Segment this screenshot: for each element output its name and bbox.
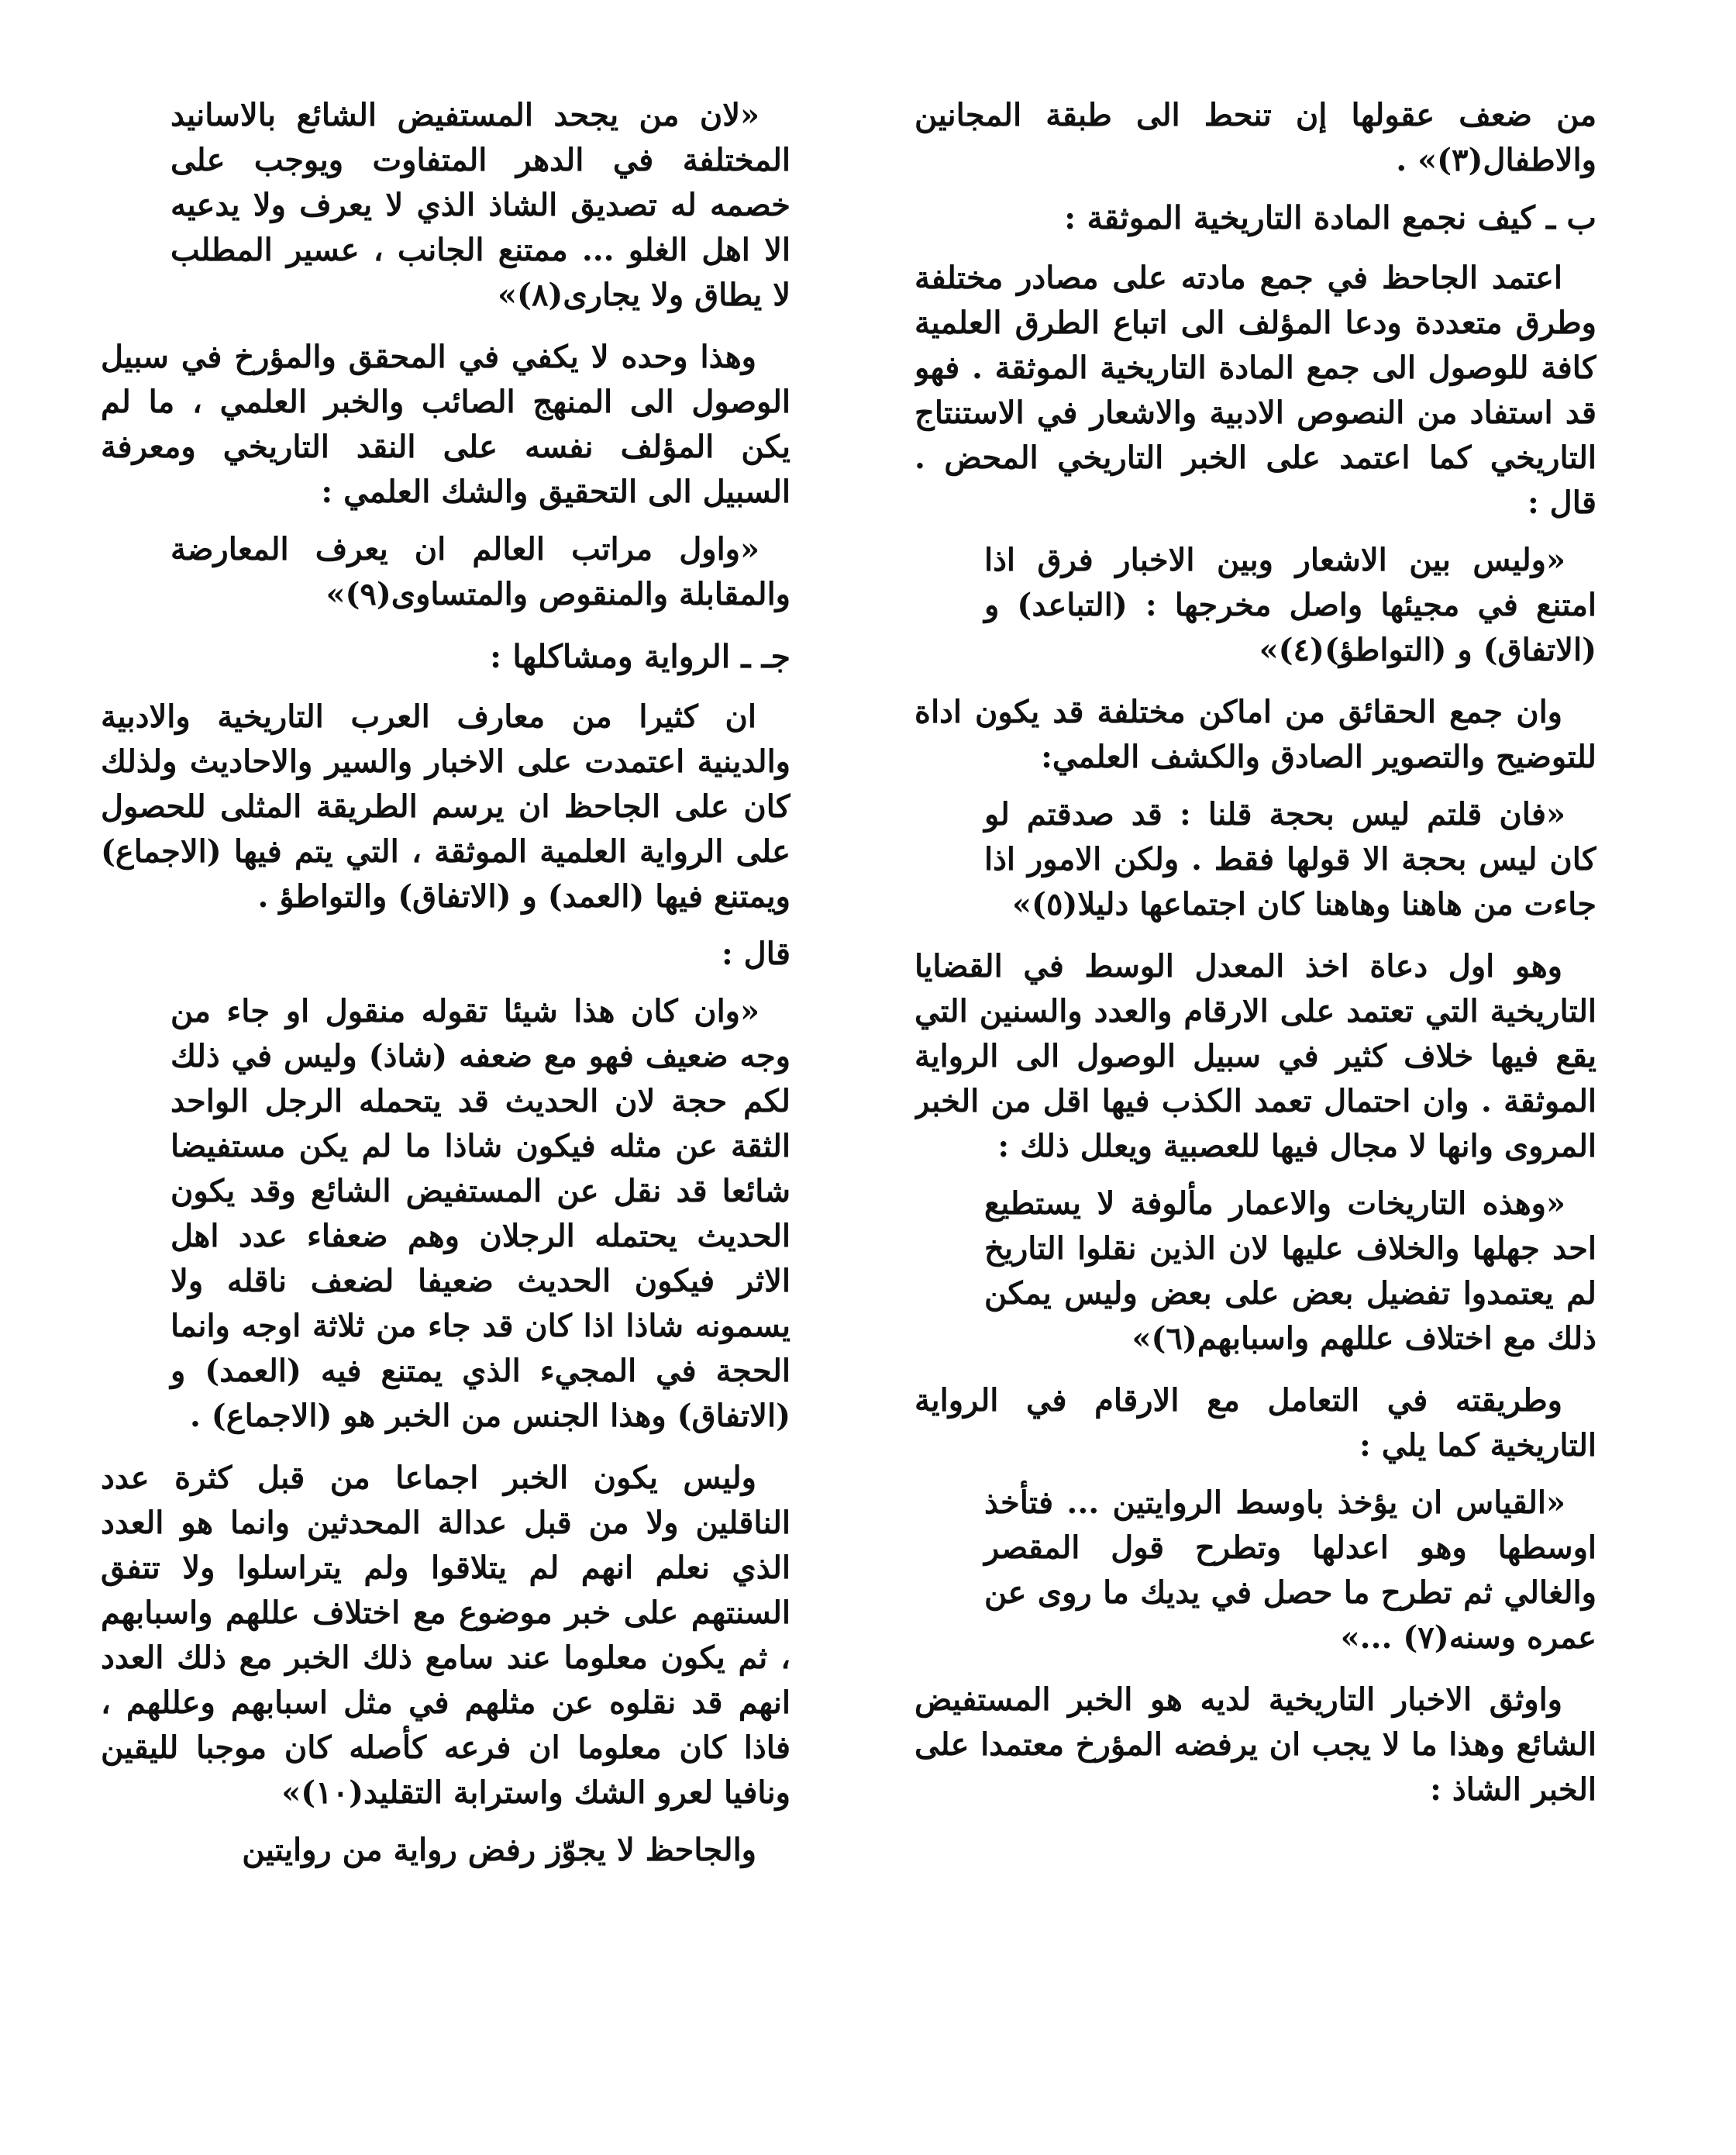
- paragraph: ان كثيرا من معارف العرب التاريخية والادبية والدينية اعتمدت على الاخبار والسير والاحاديث ولذلك كان على الجاحظ ان يرسم الطريقة المثلى للحصول على الرواية العلمية الموثقة ، التي يتم فيها (الاجماع) ويمتنع فيها (العمد) و (الاتفاق) والتواطؤ .: [101, 698, 790, 915]
- paragraph: واوثق الاخبار التاريخية لديه هو الخبر المستفيض الشائع وهذا ما لا يجب ان يرفضه المؤرخ معتمدا على الخبر الشاذ :: [914, 1681, 1596, 1808]
- paragraph: اعتمد الجاحظ في جمع مادته على مصادر مختلفة وطرق متعددة ودعا المؤلف الى اتباع الطرق العلمية كافة للوصول الى جمع المادة التاريخية الموثقة . فهو قد استفاد من النصوص الادبية والاشعار في الاستنتاج التاريخي كما اعتمد على الخبر التاريخي المحض . قال :: [914, 260, 1596, 521]
- paragraph: وهذا وحده لا يكفي في المحقق والمؤرخ في سبيل الوصول الى المنهج الصائب والخبر العلمي ، ما لم يكن المؤلف نفسه على النقد التاريخي ومعرفة السبيل الى التحقيق والشك العلمي :: [101, 339, 790, 510]
- quotation-block: «وهذه التاريخات والاعمار مألوفة لا يستطيع احد جهلها والخلاف عليها لان الذين نقلوا التاريخ لم يعتمدوا تفضيل بعض على بعض وليس يمكن ذلك مع اختلاف عللهم واسبابهم(٦)»: [984, 1185, 1596, 1357]
- quotation-block: «فان قلتم ليس بحجة قلنا : قد صدقتم لو كان ليس بحجة الا قولها فقط . ولكن الامور اذا جاءت من هاهنا وهاهنا كان اجتماعها دليلا(٥)»: [984, 796, 1596, 922]
- left-text-column: [101, 93, 790, 2132]
- quotation-block: «لان من يجحد المستفيض الشائع بالاسانيد المختلفة في الدهر المتفاوت ويوجب على خصمه له تصديق الشاذ الذي لا يعرف ولا يدعيه الا اهل الغلو ... ممتنع الجانب ، عسير المطلب لا يطاق ولا يجارى(٨)»: [170, 97, 790, 313]
- quotation-block: «القياس ان يؤخذ باوسط الروايتين ... فتأخذ اوسطها وهو اعدلها وتطرح قول المقصر والغالي ثم تطرح ما حصل في يديك ما روى عن عمره وسنه(٧) ...»: [984, 1484, 1596, 1656]
- quotation-block: «وليس بين الاشعار وبين الاخبار فرق اذا امتنع في مجيئها واصل مخرجها : (التباعد) و (الاتفاق) و (التواطؤ)(٤)»: [984, 542, 1596, 668]
- quotation-block: «وان كان هذا شيئا تقوله منقول او جاء من وجه ضعيف فهو مع ضعفه (شاذ) وليس في ذلك لكم حجة لان الحديث قد يتحمله الرجل الواحد الثقة عن مثله فيكون شاذا ما لم يكن مستفيضا شائعا قد نقل عن المستفيض الشائع وقد يكون الحديث يحتمله الرجلان وهم ضعفاء عدد اهل الاثر فيكون الحديث ضعيفا لضعف ناقله ولا يسمونه شاذا اذا كان قد جاء من ثلاثة اوجه وانما الحجة في المجيء الذي يمتنع فيه (العمد) و (الاتفاق) وهذا الجنس من الخبر هو (الاجماع) .: [170, 993, 790, 1434]
- section-heading-b: ب ـ كيف نجمع المادة التاريخية الموثقة :: [1064, 199, 1596, 236]
- paragraph: وليس يكون الخبر اجماعا من قبل كثرة عدد الناقلين ولا من قبل عدالة المحدثين وانما هو العدد الذي نعلم انهم لم يتلاقوا ولم يتراسلوا ولا تتفق السنتهم على خبر موضوع مع اختلاف عللهم واسبابهم ، ثم يكون معلوما عند سامع ذلك الخبر مع ذلك العدد انهم قد نقلوه عن مثلهم في مثل اسبابهم وعللهم ، فاذا كان معلوما ان فرعه كأصله كان موجبا لليقين ونافيا لعرو الشك واسترابة التقليد(١٠)»: [101, 1460, 790, 1811]
- section-heading-c: جـ ـ الرواية ومشاكلها :: [490, 638, 790, 675]
- paragraph: والجاحظ لا يجوّز رفض رواية من روايتين: [242, 1832, 756, 1868]
- paragraph: وطريقته في التعامل مع الارقام في الرواية التاريخية كما يلي :: [914, 1382, 1596, 1464]
- quotation-block: «واول مراتب العالم ان يعرف المعارضة والمقابلة والمنقوص والمتساوى(٩)»: [170, 531, 790, 612]
- quote-intro: قال :: [721, 936, 790, 972]
- paragraph: وان جمع الحقائق من اماكن مختلفة قد يكون اداة للتوضيح والتصوير الصادق والكشف العلمي:: [914, 694, 1596, 775]
- paragraph: وهو اول دعاة اخذ المعدل الوسط في القضايا التاريخية التي تعتمد على الارقام والعدد والسنين التي يقع فيها خلاف كثير في سبيل الوصول الى الرواية الموثقة . وان احتمال تعمد الكذب فيها اقل من الخبر المروى وانها لا مجال فيها للعصبية ويعلل ذلك :: [914, 948, 1596, 1164]
- continuation-paragraph: من ضعف عقولها إن تنحط الى طبقة المجانين والاطفال(٣)» .: [914, 97, 1596, 178]
- right-text-column: [914, 93, 1596, 2132]
